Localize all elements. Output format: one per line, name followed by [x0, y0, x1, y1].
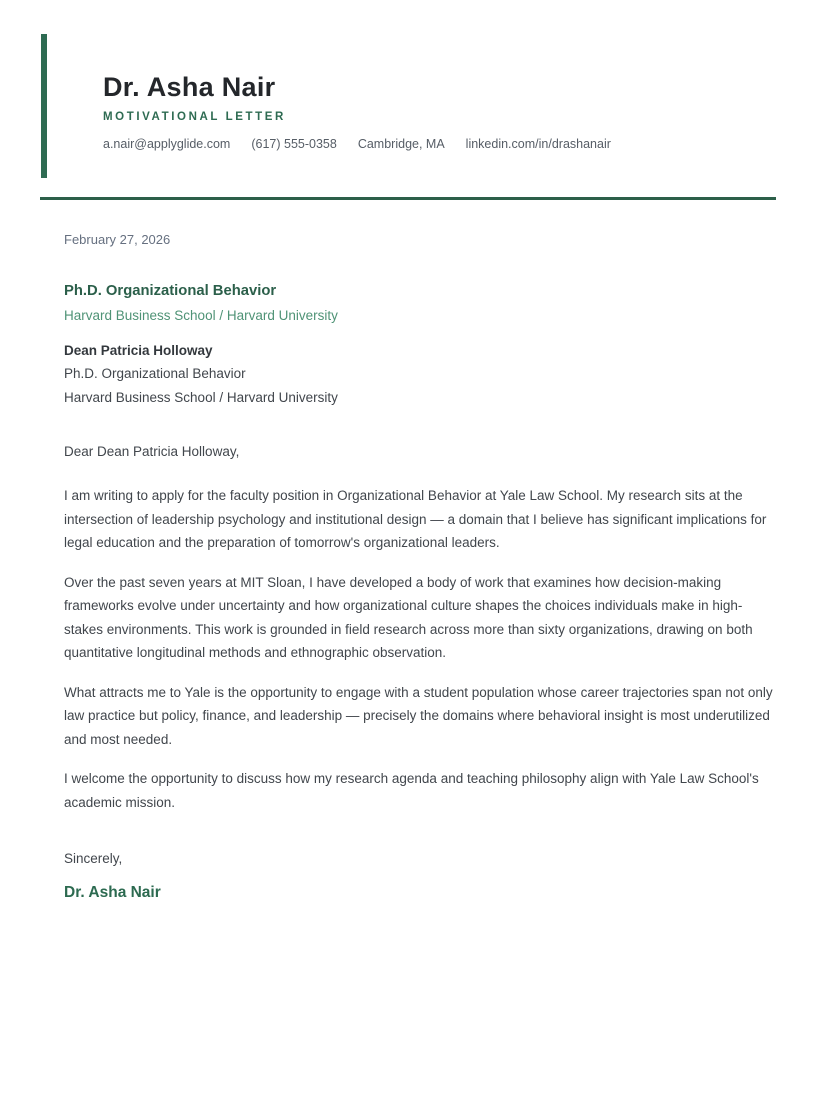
- closing-word: Sincerely,: [64, 851, 123, 867]
- recipient-organization: Harvard Business School / Harvard University: [64, 389, 338, 405]
- recipient-name: Dean Patricia Holloway: [64, 343, 213, 358]
- paragraph-motivation: What attracts me to Yale is the opportunity to engage with a student population whose career trajectories span not only law practice but policy, finance, and leadership — precisely the domains where behavioral insight is most underutilized and most needed.: [64, 684, 773, 747]
- applicant-name: Dr. Asha Nair: [103, 72, 276, 102]
- paragraph-closing-statement: I welcome the opportunity to discuss how my research agenda and teaching philosophy align with Yale Law School's academic mission.: [64, 771, 759, 810]
- paragraph-intro: I am writing to apply for the faculty position in Organizational Behavior at Yale Law School. My research sits at the intersection of leadership psychology and institutional design — a domain that I believe has significant implications for legal education and the preparation of tomorrow's organizational leaders.: [64, 488, 767, 551]
- letter-date: February 27, 2026: [64, 232, 171, 247]
- contact-email: a.nair@applyglide.com: [103, 137, 231, 151]
- recipient-position: Ph.D. Organizational Behavior: [64, 366, 246, 382]
- contact-phone: (617) 555-0358: [251, 137, 337, 151]
- position-organization: Harvard Business School / Harvard University: [64, 308, 338, 323]
- letter-header: [41, 34, 776, 178]
- document-type-label: MOTIVATIONAL LETTER: [103, 111, 286, 123]
- contact-location: Cambridge, MA: [357, 137, 445, 151]
- salutation: Dear Dean Patricia Holloway,: [64, 443, 240, 459]
- recipient-block: [64, 339, 777, 409]
- letter-body: [64, 232, 777, 902]
- header-divider: [40, 197, 776, 200]
- position-title: Ph.D. Organizational Behavior: [64, 283, 277, 299]
- signature-name: Dr. Asha Nair: [64, 883, 161, 901]
- paragraph-experience: Over the past seven years at MIT Sloan, I have developed a body of work that examines how decision-making frameworks evolve under uncertainty and how organizational culture shapes the choices individuals make in high-stakes environments. This work is grounded in field research across more than sixty organizations, drawing on both quantitative longitudinal methods and ethnographic observation.: [64, 574, 753, 661]
- contact-linkedin: linkedin.com/in/drashanair: [465, 137, 611, 151]
- contact-row: [103, 137, 776, 152]
